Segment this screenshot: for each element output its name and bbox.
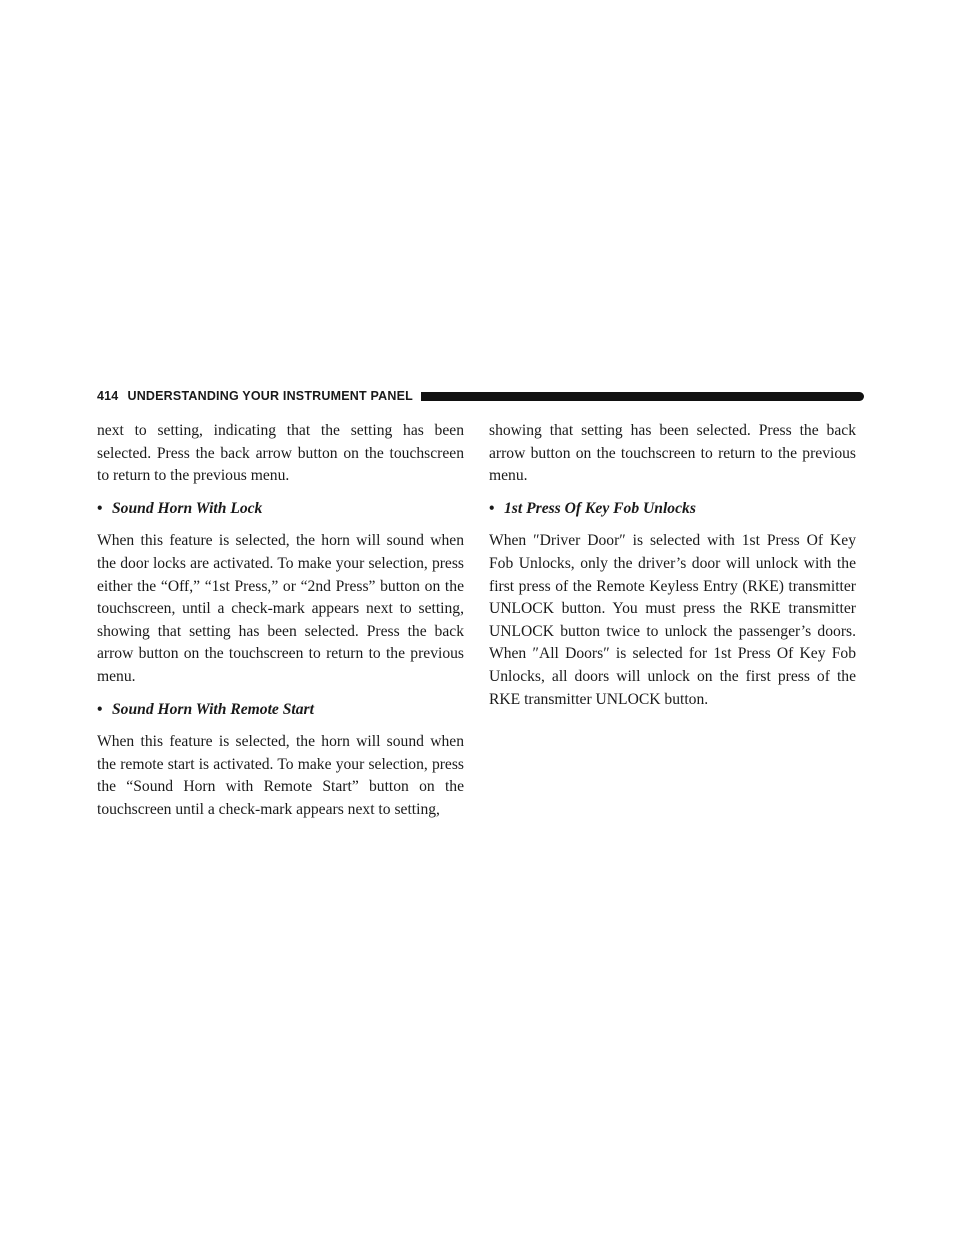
page-header <box>97 388 864 404</box>
header-rule <box>421 392 864 401</box>
paragraph: showing that setting has been selected. Press the back arrow button on the touchscreen to return to the previous menu. <box>489 422 856 485</box>
section-title: UNDERSTANDING YOUR INSTRUMENT PANEL <box>127 389 413 403</box>
right-column <box>489 420 856 721</box>
paragraph: When ″Driver Door″ is selected with 1st Press Of Key Fob Unlocks, only the driver’s door will unlock with the first press of the Remote Keyless Entry (RKE) transmitter UNLOCK button. You must press the RKE transmitter UNLOCK button twice to unlock the passenger’s doors. When ″All Doors″ is selected for 1st Press Of Key Fob Unlocks, all doors will unlock on the first press of the RKE transmitter UNLOCK button. <box>489 532 856 708</box>
bullet-heading-text: 1st Press Of Key Fob Unlocks <box>504 499 696 517</box>
paragraph: next to setting, indicating that the setting has been selected. Press the back arrow button on the touchscreen to return to the previous menu. <box>97 422 464 485</box>
bullet-icon: • <box>97 700 103 718</box>
bullet-heading-text: Sound Horn With Lock <box>112 499 263 517</box>
bullet-heading <box>97 699 464 722</box>
bullet-heading <box>97 498 464 521</box>
bullet-heading-text: Sound Horn With Remote Start <box>112 700 314 718</box>
bullet-icon: • <box>489 499 495 517</box>
bullet-heading <box>489 498 856 521</box>
page-number: 414 <box>97 389 119 403</box>
paragraph: When this feature is selected, the horn will sound when the door locks are activated. To make your selection, press either the “Off,” “1st Press,” or “2nd Press” button on the touchscreen, until a check-mark appears next to setting, showing that setting has been selected. Press the back arrow button on the touchscreen to return to the previous menu. <box>97 532 464 685</box>
bullet-icon: • <box>97 499 103 517</box>
left-column <box>97 420 464 832</box>
paragraph: When this feature is selected, the horn will sound when the remote start is activated. To make your selection, press the “Sound Horn with Remote Start” button on the touchscreen until a check-mark appears next to setting, <box>97 733 464 818</box>
